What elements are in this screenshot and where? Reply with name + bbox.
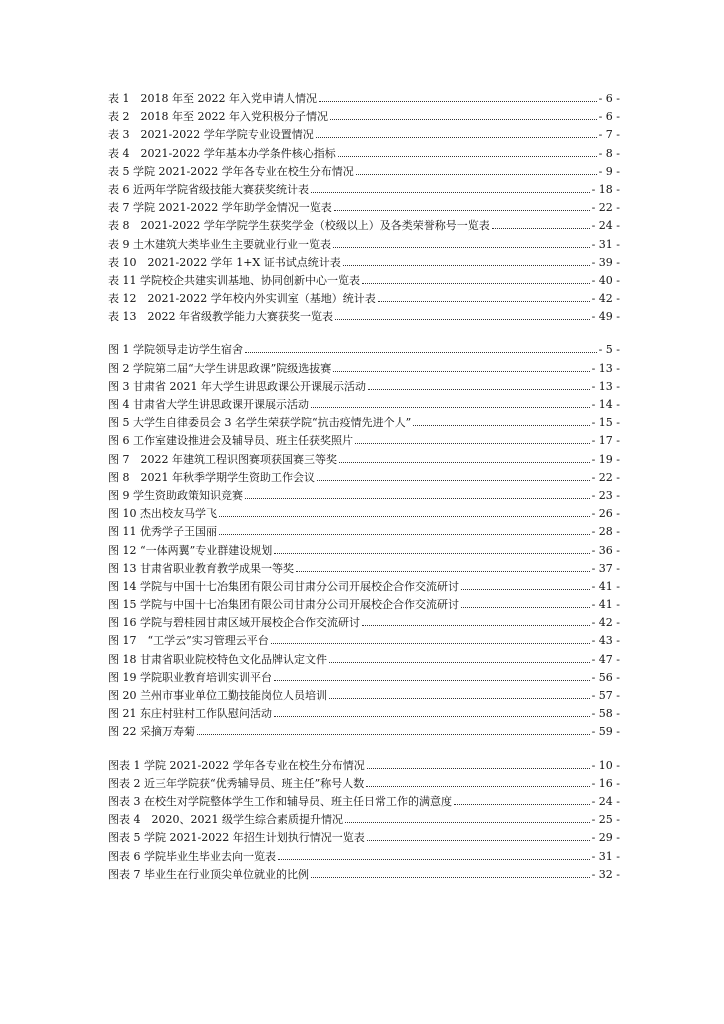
- dot-leader: [311, 406, 590, 408]
- toc-entry-table[interactable]: [108, 217, 620, 235]
- toc-entry-label: 图表 7 毕业生在行业顶尖单位就业的比例: [108, 867, 309, 881]
- toc-entry-table[interactable]: [108, 236, 620, 254]
- toc-entry-label: 图 6 工作室建设推进会及辅导员、班主任获奖照片: [108, 434, 353, 448]
- toc-entry-page-number: - 13 -: [591, 379, 620, 393]
- toc-entry-page-number: - 31 -: [591, 849, 620, 863]
- toc-entry-label: 表 13 2022 年省级教学能力大赛获奖一览表: [108, 310, 333, 324]
- toc-entry-table[interactable]: [108, 163, 620, 181]
- toc-entry-chart[interactable]: [108, 811, 620, 829]
- dot-leader: [362, 282, 590, 284]
- toc-entry-label: 图 16 学院与碧桂园甘肃区域开展校企合作交流研讨: [108, 616, 360, 630]
- toc-entry-page-number: - 57 -: [591, 689, 620, 702]
- toc-entry-label: 表 10 2021-2022 学年 1+X 证书试点统计表: [108, 255, 341, 269]
- tables-list: [108, 90, 620, 326]
- toc-entry-figure[interactable]: [108, 596, 620, 614]
- toc-entry-page-number: - 14 -: [591, 398, 620, 411]
- toc-entry-label: 图 9 学生资助政策知识竞赛: [108, 488, 243, 502]
- dot-leader: [296, 570, 590, 572]
- dot-leader: [311, 191, 590, 193]
- toc-entry-label: 表 12 2021-2022 学年校内外实训室（基地）统计表: [108, 292, 376, 306]
- toc-entry-label: 图 14 学院与中国十七冶集团有限公司甘肃分公司开展校企合作交流研讨: [108, 579, 459, 593]
- dot-leader: [319, 100, 597, 102]
- toc-entry-label: 图 11 优秀学子王国丽: [108, 525, 217, 539]
- toc-entry-figure[interactable]: [108, 687, 620, 705]
- toc-entry-label: 图 17 “工学云”实习管理云平台: [108, 634, 269, 648]
- toc-entry-figure[interactable]: [108, 542, 620, 560]
- dot-leader: [339, 461, 590, 463]
- toc-entry-label: 表 5 学院 2021-2022 学年各专业在校生分布情况: [108, 164, 354, 178]
- toc-entry-page-number: - 10 -: [591, 758, 620, 772]
- toc-entry-page-number: - 15 -: [591, 416, 620, 430]
- toc-entry-page-number: - 41 -: [591, 579, 620, 593]
- dot-leader: [311, 876, 590, 878]
- toc-entry-chart[interactable]: [108, 829, 620, 847]
- toc-entry-label: 图 19 学院职业教育培训实训平台: [108, 670, 272, 684]
- toc-entry-figure[interactable]: [108, 432, 620, 450]
- toc-entry-page-number: - 24 -: [591, 794, 620, 808]
- dot-leader: [219, 515, 590, 517]
- toc-entry-figure[interactable]: [108, 396, 620, 414]
- toc-entry-label: 表 1 2018 年至 2022 年入党申请人情况: [108, 92, 317, 105]
- dot-leader: [274, 715, 590, 717]
- toc-entry-page-number: - 47 -: [591, 652, 620, 666]
- charts-list: [108, 757, 620, 884]
- toc-entry-label: 图 1 学院领导走访学生宿舍: [108, 343, 243, 357]
- toc-entry-chart[interactable]: [108, 866, 620, 884]
- toc-entry-page-number: - 7 -: [598, 128, 620, 142]
- toc-entry-figure[interactable]: [108, 505, 620, 523]
- toc-entry-table[interactable]: [108, 254, 620, 272]
- toc-entry-figure[interactable]: [108, 632, 620, 650]
- toc-entry-table[interactable]: [108, 145, 620, 163]
- toc-entry-figure[interactable]: [108, 651, 620, 669]
- toc-entry-table[interactable]: [108, 90, 620, 108]
- toc-entry-label: 图 13 甘肃省职业教育教学成果一等奖: [108, 561, 294, 575]
- toc-entry-label: 图 7 2022 年建筑工程识图赛项获国赛三等奖: [108, 452, 337, 466]
- dot-leader: [461, 588, 590, 590]
- toc-entry-page-number: - 49 -: [591, 310, 620, 324]
- dot-leader: [356, 173, 597, 175]
- toc-entry-label: 表 11 学院校企共建实训基地、协同创新中心一览表: [108, 273, 360, 287]
- toc-entry-chart[interactable]: [108, 757, 620, 775]
- toc-entry-page-number: - 23 -: [591, 488, 620, 502]
- toc-entry-figure[interactable]: [108, 414, 620, 432]
- dot-leader: [329, 661, 590, 663]
- toc-entry-label: 图表 6 学院毕业生毕业去向一览表: [108, 849, 276, 863]
- dot-leader: [367, 839, 590, 841]
- toc-entry-chart[interactable]: [108, 775, 620, 793]
- toc-entry-chart[interactable]: [108, 793, 620, 811]
- toc-entry-page-number: - 17 -: [591, 434, 620, 448]
- toc-entry-label: 图 15 学院与中国十七冶集团有限公司甘肃分公司开展校企合作交流研讨: [108, 598, 459, 612]
- dot-leader: [329, 697, 590, 699]
- dot-leader: [413, 424, 589, 426]
- toc-entry-label: 表 7 学院 2021-2022 学年助学金情况一览表: [108, 201, 332, 215]
- dot-leader: [368, 388, 590, 390]
- dot-leader: [271, 642, 590, 644]
- toc-entry-figure[interactable]: [108, 469, 620, 487]
- toc-entry-page-number: - 29 -: [591, 831, 620, 845]
- toc-entry-table[interactable]: [108, 272, 620, 290]
- toc-entry-label: 图 4 甘肃省大学生讲思政课开课展示活动: [108, 398, 309, 411]
- toc-entry-figure[interactable]: [108, 723, 620, 741]
- dot-leader: [245, 351, 597, 353]
- dot-leader: [355, 442, 590, 444]
- dot-leader: [330, 118, 597, 120]
- dot-leader: [274, 552, 589, 554]
- toc-page: [108, 90, 620, 884]
- dot-leader: [333, 370, 589, 372]
- toc-entry-label: 图表 2 近三年学院获“优秀辅导员、班主任”称号人数: [108, 776, 365, 790]
- toc-entry-label: 图 3 甘肃省 2021 年大学生讲思政课公开课展示活动: [108, 379, 366, 393]
- dot-leader: [333, 246, 590, 248]
- dot-leader: [219, 533, 590, 535]
- toc-entry-label: 图 5 大学生自律委员会 3 名学生荣获学院“抗击疫情先进个人”: [108, 416, 412, 430]
- toc-entry-label: 图表 4 2020、2021 级学生综合素质提升情况: [108, 813, 343, 827]
- toc-entry-page-number: - 40 -: [591, 273, 620, 287]
- toc-entry-page-number: - 37 -: [591, 561, 620, 575]
- figures-list: [108, 341, 620, 741]
- toc-entry-page-number: - 13 -: [591, 361, 620, 375]
- toc-entry-figure[interactable]: [108, 705, 620, 723]
- toc-entry-page-number: - 58 -: [591, 707, 620, 721]
- toc-entry-page-number: - 42 -: [591, 292, 620, 306]
- toc-entry-table[interactable]: [108, 108, 620, 126]
- toc-entry-page-number: - 41 -: [591, 598, 620, 612]
- toc-entry-label: 图 20 兰州市事业单位工勤技能岗位人员培训: [108, 689, 327, 702]
- toc-entry-table[interactable]: [108, 308, 620, 326]
- dot-leader: [334, 209, 590, 211]
- dot-leader: [197, 733, 590, 735]
- toc-entry-figure[interactable]: [108, 378, 620, 396]
- toc-entry-label: 图表 5 学院 2021-2022 年招生计划执行情况一览表: [108, 831, 365, 845]
- toc-entry-page-number: - 19 -: [591, 452, 620, 466]
- toc-entry-page-number: - 6 -: [598, 110, 620, 124]
- toc-entry-page-number: - 25 -: [591, 813, 620, 827]
- toc-entry-page-number: - 56 -: [591, 670, 620, 684]
- dot-leader: [274, 679, 590, 681]
- toc-entry-page-number: - 28 -: [591, 525, 620, 539]
- toc-entry-page-number: - 26 -: [591, 507, 620, 521]
- toc-entry-page-number: - 24 -: [591, 219, 620, 233]
- toc-entry-page-number: - 16 -: [591, 776, 620, 790]
- dot-leader: [335, 318, 590, 320]
- toc-entry-label: 图 12 “一体两翼”专业群建设规划: [108, 543, 273, 557]
- toc-entry-label: 表 8 2021-2022 学年学院学生获奖学金（校级以上）及各类荣誉称号一览表: [108, 219, 490, 233]
- toc-entry-label: 表 4 2021-2022 学年基本办学条件核心指标: [108, 146, 336, 160]
- toc-entry-page-number: - 59 -: [591, 725, 620, 739]
- toc-entry-page-number: - 22 -: [591, 470, 620, 484]
- toc-entry-label: 图 21 东庄村驻村工作队慰问活动: [108, 707, 272, 721]
- dot-leader: [278, 858, 590, 860]
- toc-entry-label: 表 2 2018 年至 2022 年入党积极分子情况: [108, 110, 328, 124]
- toc-entry-page-number: - 9 -: [598, 164, 620, 178]
- toc-entry-label: 表 9 土木建筑大类毕业生主要就业行业一览表: [108, 237, 331, 251]
- toc-entry-page-number: - 32 -: [591, 867, 620, 881]
- toc-entry-figure[interactable]: [108, 451, 620, 469]
- toc-entry-table[interactable]: [108, 199, 620, 217]
- dot-leader: [316, 136, 597, 138]
- toc-entry-figure[interactable]: [108, 360, 620, 378]
- toc-entry-page-number: - 31 -: [591, 237, 620, 251]
- toc-entry-page-number: - 18 -: [591, 182, 620, 196]
- dot-leader: [492, 227, 590, 229]
- dot-leader: [366, 785, 589, 787]
- toc-entry-table[interactable]: [108, 290, 620, 308]
- dot-leader: [338, 155, 597, 157]
- dot-leader: [245, 497, 590, 499]
- toc-entry-page-number: - 43 -: [591, 634, 620, 648]
- toc-entry-label: 表 3 2021-2022 学年学院专业设置情况: [108, 128, 314, 142]
- toc-entry-figure[interactable]: [108, 487, 620, 505]
- toc-entry-label: 图表 1 学院 2021-2022 学年各专业在校生分布情况: [108, 758, 365, 772]
- toc-entry-page-number: - 5 -: [598, 343, 620, 357]
- toc-entry-page-number: - 6 -: [598, 92, 620, 105]
- toc-entry-figure[interactable]: [108, 578, 620, 596]
- dot-leader: [317, 479, 590, 481]
- toc-entry-label: 图 22 采摘万寿菊: [108, 725, 195, 739]
- toc-entry-table[interactable]: [108, 181, 620, 199]
- dot-leader: [454, 803, 590, 805]
- toc-entry-figure[interactable]: [108, 523, 620, 541]
- dot-leader: [461, 606, 590, 608]
- dot-leader: [343, 264, 590, 266]
- toc-entry-label: 图 10 杰出校友马学飞: [108, 507, 217, 521]
- toc-entry-page-number: - 36 -: [591, 543, 620, 557]
- dot-leader: [378, 300, 590, 302]
- toc-entry-figure[interactable]: [108, 560, 620, 578]
- toc-entry-page-number: - 8 -: [598, 146, 620, 160]
- dot-leader: [362, 624, 590, 626]
- toc-entry-figure[interactable]: [108, 614, 620, 632]
- toc-entry-page-number: - 39 -: [591, 255, 620, 269]
- toc-entry-label: 图表 3 在校生对学院整体学生工作和辅导员、班主任日常工作的满意度: [108, 794, 452, 808]
- toc-entry-label: 图 2 学院第二届“大学生讲思政课”院级选拔赛: [108, 361, 332, 375]
- toc-entry-label: 图 8 2021 年秋季学期学生资助工作会议: [108, 470, 315, 484]
- toc-entry-label: 表 6 近两年学院省级技能大赛获奖统计表: [108, 182, 309, 196]
- toc-entry-table[interactable]: [108, 126, 620, 144]
- dot-leader: [345, 821, 590, 823]
- dot-leader: [367, 767, 590, 769]
- toc-entry-figure[interactable]: [108, 669, 620, 687]
- toc-entry-page-number: - 22 -: [591, 201, 620, 215]
- toc-entry-page-number: - 42 -: [591, 616, 620, 630]
- toc-entry-chart[interactable]: [108, 848, 620, 866]
- toc-entry-figure[interactable]: [108, 341, 620, 359]
- toc-entry-label: 图 18 甘肃省职业院校特色文化品牌认定文件: [108, 652, 327, 666]
